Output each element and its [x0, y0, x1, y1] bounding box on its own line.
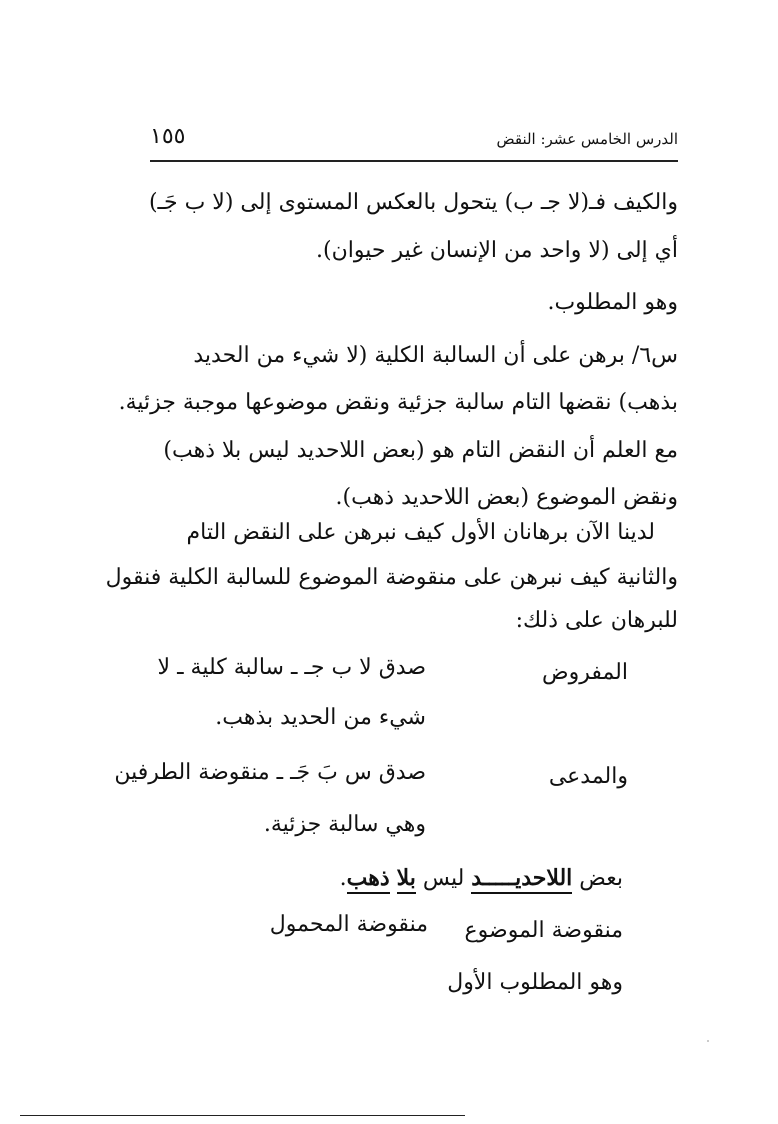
- word-bila: بلا: [397, 865, 416, 894]
- label-predicate-contrapositive: منقوضة المحمول: [269, 912, 428, 937]
- text-line: للبرهان على ذلك:: [515, 608, 678, 633]
- text-line: مع العلم أن النقض التام هو (بعض اللاحديد ليس بلا ذهب): [163, 438, 678, 463]
- text-line: أي إلى (لا واحد من الإنسان غير حيوان).: [316, 238, 678, 263]
- word-not: ليس: [422, 866, 465, 891]
- word-nonhadid: اللاحديـــــد: [471, 865, 572, 894]
- text-line: والكيف فـ(لا جـ ب) يتحول بالعكس المستوى إلى (لا ب جَـ): [148, 190, 678, 215]
- claimed-statement: صدق س بَ جَـ ـ منقوضة الطرفين: [114, 760, 426, 785]
- scan-speck: [707, 1040, 709, 1042]
- scan-edge-line: [20, 1115, 465, 1116]
- assumed-statement-continued: شيء من الحديد بذهب.: [215, 705, 426, 730]
- claimed-statement-continued: وهي سالبة جزئية.: [263, 812, 426, 837]
- assumed-statement: صدق لا ب جـ ـ سالبة كلية ـ لا: [157, 655, 426, 680]
- header-rule: [150, 160, 678, 162]
- assumed-label: المفروض: [541, 660, 628, 685]
- question-heading-line: س٦/ برهن على أن السالبة الكلية (لا شيء من الحديد: [193, 343, 678, 368]
- text-line: والثانية كيف نبرهن على منقوضة الموضوع للسالبة الكلية فنقول: [105, 565, 678, 590]
- proof-sentence: [340, 865, 623, 891]
- text-line: ونقض الموضوع (بعض اللاحديد ذهب).: [335, 485, 678, 510]
- word-dhahab: ذهب: [347, 865, 390, 894]
- label-subject-contrapositive: منقوضة الموضوع: [464, 918, 623, 943]
- page-number: ١٥٥: [150, 124, 186, 149]
- conclusion-line: وهو المطلوب الأول: [447, 970, 623, 995]
- word-some: بعض: [579, 866, 623, 891]
- text-line: وهو المطلوب.: [547, 290, 678, 315]
- claimed-label: والمدعى: [548, 764, 628, 789]
- running-title: الدرس الخامس عشر: النقض: [496, 130, 678, 148]
- sentence-period: .: [339, 866, 347, 891]
- text-line: بذهب) نقضها التام سالبة جزئية ونقض موضوعها موجبة جزئية.: [118, 390, 678, 415]
- page-header: [150, 118, 678, 158]
- text-line: لدينا الآن برهانان الأول كيف نبرهن على النقض التام: [186, 520, 655, 545]
